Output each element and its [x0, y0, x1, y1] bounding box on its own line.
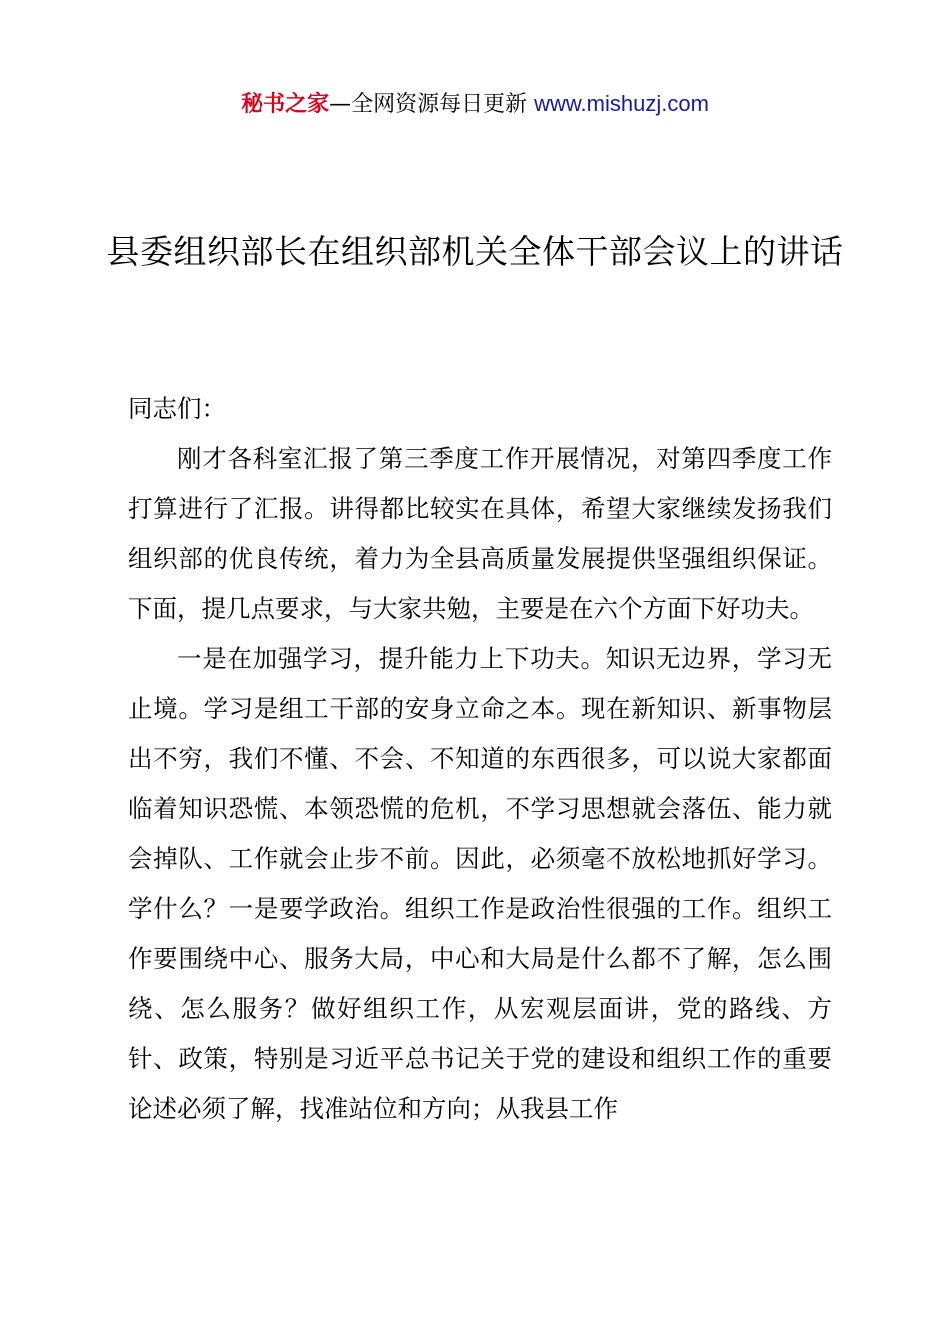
site-url-link[interactable]: www.mishuzj.com	[534, 91, 709, 116]
paragraph: 一是在加强学习，提升能力上下功夫。知识无边界，学习无止境。学习是组工干部的安身立命之本。现在新知识、新事物层出不穷，我们不懂、不会、不知道的东西很多，可以说大家都面临着知识恐慌、本领恐慌的危机，不学习思想就会落伍、能力就会掉队、工作就会止步不前。因此，必须毫不放松地抓好学习。学什么？一是要学政治。组织工作是政治性很强的工作。组织工作要围绕中心、服务大局，中心和大局是什么都不了解，怎么围绕、怎么服务？做好组织工作，从宏观层面讲，党的路线、方针、政策，特别是习近平总书记关于党的建设和组织工作的重要论述必须了解，找准站位和方向；从我县工作	[128, 644, 832, 1123]
document-title: 县委组织部长在组织部机关全体干部会议上的讲话	[106, 232, 844, 271]
paragraph: 刚才各科室汇报了第三季度工作开展情况，对第四季度工作打算进行了汇报。讲得都比较实在具体，希望大家继续发扬我们组织部的优良传统，着力为全县高质量发展提供坚强组织保证。下面，提几点要求，与大家共勉，主要是在六个方面下好功夫。	[128, 444, 832, 623]
site-header	[0, 88, 950, 121]
brand-name: 秘书之家	[241, 92, 330, 117]
header-tagline: —全网资源每日更新	[329, 92, 528, 117]
document-body	[128, 384, 832, 1134]
salutation: 同志们：	[128, 394, 226, 423]
